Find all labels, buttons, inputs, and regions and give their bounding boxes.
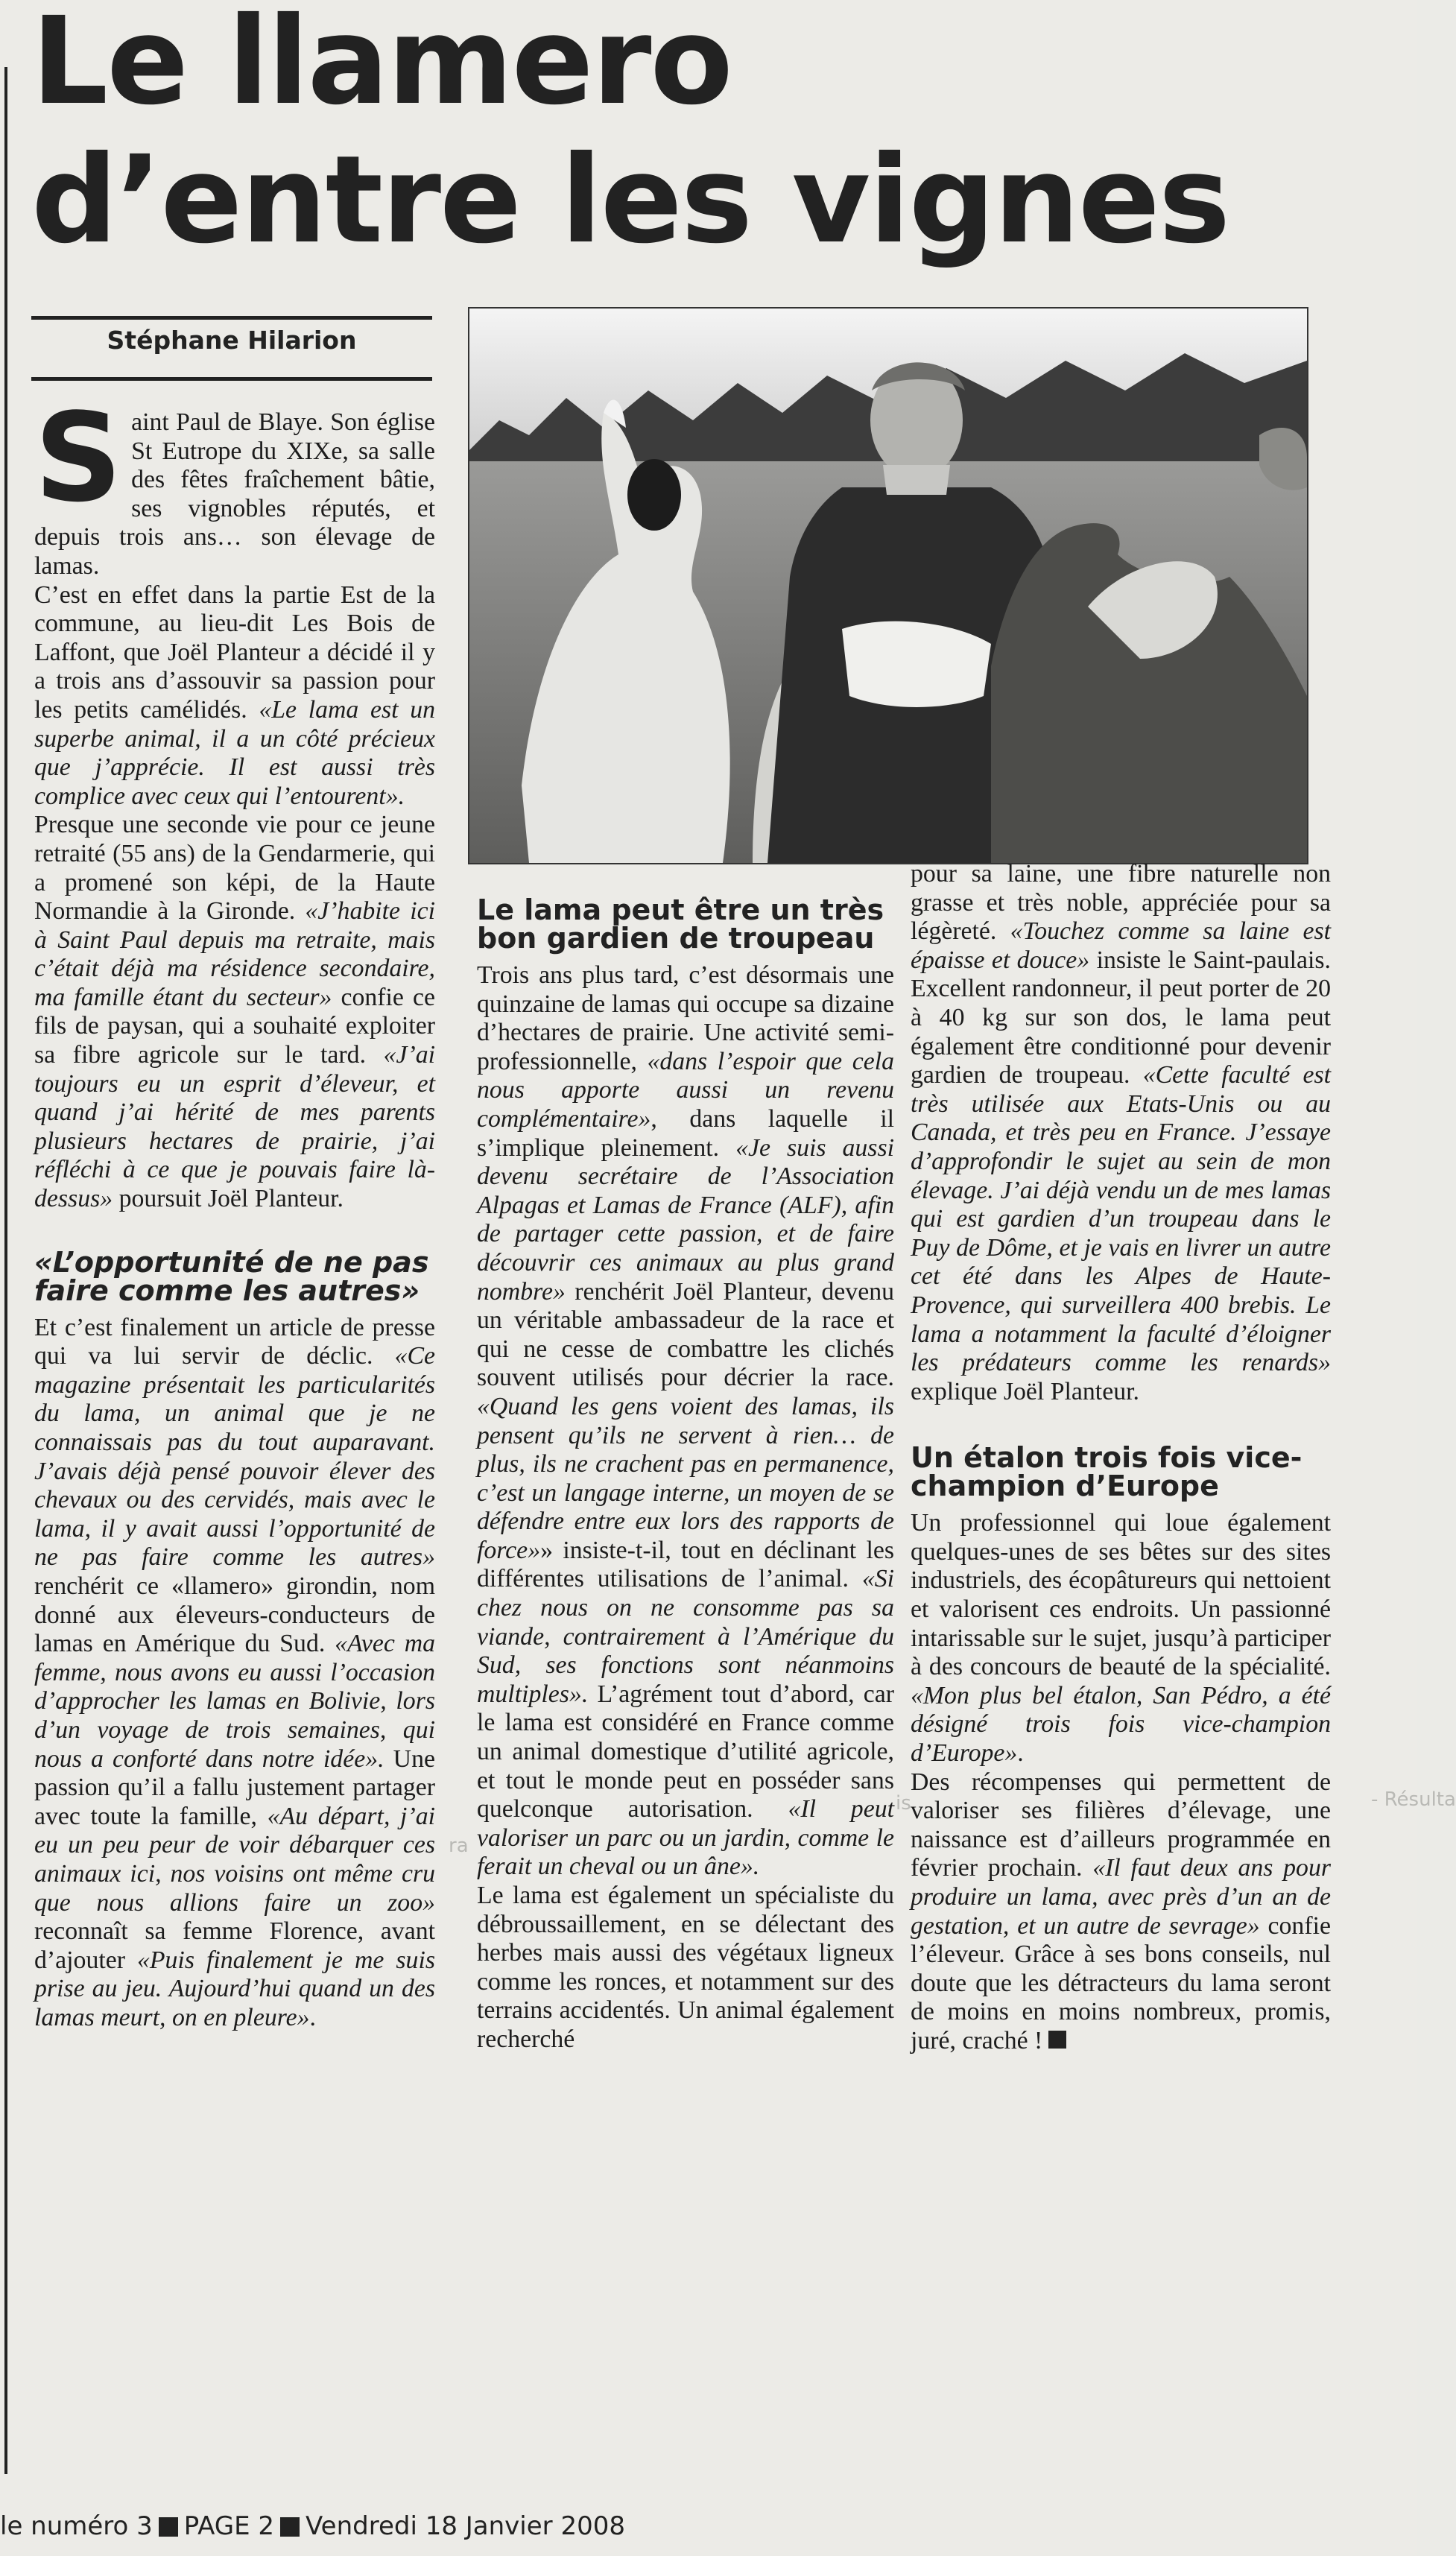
- show-through-text: ra: [449, 1835, 469, 1857]
- article-photo: [468, 307, 1308, 864]
- footer-date: Vendredi 18 Janvier 2008: [306, 2511, 625, 2541]
- subheading-etalon: Un étalon trois fois vice-champion d’Europe: [911, 1441, 1303, 1503]
- footer-page: PAGE 2: [183, 2511, 275, 2541]
- byline-rule-bottom: [31, 377, 432, 381]
- paragraph: pour sa laine, une fibre naturelle non grasse et très noble, appréciée pour sa légèreté. «Touchez comme sa laine est épaisse et douce» insiste le Saint-paulais. Excellent randonneur, il peut porter de 20 à 40 kg sur son dos, le lama peut également être conditionné pour devenir gardien de troupeau. «Cette faculté est très utilisée aux Etats-Unis ou au Canada, et très peu en France. J’essaye d’approfondir le sujet au sein de mon élevage. J’ai déjà vendu un de mes lamas qui est gardien d’un troupeau dans le Puy de Dôme, et je vais en livrer un autre cet été dans les Alpes de Haute-Provence, qui surveillera 400 brebis. Le lama a notamment la faculté d’éloigner les prédateurs comme les renards» explique Joël Planteur.: [911, 860, 1331, 1405]
- paragraph: C’est en effet dans la partie Est de la commune, au lieu-dit Les Bois de Laffont, que Joël Planteur a décidé il y a trois ans d’assouvir sa passion pour les petits camélidés. «Le lama est un superbe animal, il a un côté précieux que j’apprécie. Il est aussi très complice avec ceux qui l’entourent».: [34, 581, 436, 810]
- headline-line-1: Le llamero: [31, 0, 732, 132]
- article-column-2: [477, 893, 894, 2054]
- photo-illustration: [469, 309, 1307, 863]
- subheading-gardien: Le lama peut être un très bon gardien de troupeau: [477, 893, 884, 955]
- page-footer: [0, 2511, 625, 2541]
- paragraph: Un professionnel qui loue également quelques-unes de ses bêtes sur des sites industriels, des écopâtureurs qui nettoient et valorisent ces endroits. Un passionné intarissable sur le sujet, jusqu’à participer à des concours de beauté de la spécialité. «Mon plus bel étalon, San Pédro, a été désigné trois fois vice-champion d’Europe».: [911, 1509, 1331, 1768]
- paragraph: Et c’est finalement un article de presse qui va lui servir de déclic. «Ce magazine présentait les particularités du lama, un animal que je ne connaissais pas du tout auparavant. J’avais déjà pensé pouvoir élever des chevaux ou des cervidés, mais avec le lama, il y avait aussi l’opportunité de ne pas faire comme les autres» renchérit ce «llamero» girondin, nom donné aux éleveurs-conducteurs de lamas en Amérique du Sud. «Avec ma femme, nous avons eu aussi l’occasion d’approcher les lamas en Bolivie, lors d’un voyage de trois semaines, qui nous a conforté dans notre idée». Une passion qu’il a fallu justement partager avec toute la famille, «Au départ, j’ai eu un peu peur de voir débarquer ces animaux ici, nos voisins ont même cru que nous allions faire un zoo» reconnaît sa femme Florence, avant d’ajouter «Puis finalement je me suis prise au jeu. Aujourd’hui quand un des lamas meurt, on en pleure».: [34, 1313, 436, 2031]
- subheading-opportunite: «L’opportunité de ne pas faire comme les autres»: [34, 1245, 429, 1307]
- left-column-rule: [4, 67, 7, 2474]
- show-through-text: is: [896, 1792, 911, 1815]
- byline-rule-top: [31, 316, 432, 320]
- square-separator-icon: [159, 2517, 178, 2537]
- show-through-text: - Résulta: [1371, 1788, 1456, 1811]
- paragraph: Le lama est également un spécialiste du débroussaillement, en se délectant des herbes mais aussi des végétaux ligneux comme les ronces, et notamment sur des terrains accidentés. Un animal également recherché: [477, 1882, 894, 2053]
- paragraph: Des récompenses qui permettent de valoriser ses filières d’élevage, une naissance est d’ailleurs programmée en février prochain. «Il faut deux ans pour produire un lama, avec près d’un an de gestation, et un autre de sevrage» confie l’éleveur. Grâce à ses bons conseils, nul doute que les détracteurs du lama seront de moins en moins nombreux, promis, juré, craché !: [911, 1768, 1331, 2054]
- footer-issue: le numéro 3: [0, 2511, 153, 2541]
- intro-paragraph: Saint Paul de Blaye. Son église St Eutrope du XIXe, sa salle des fêtes fraîchement bâtie, ses vignobles réputés, et depuis trois ans… son élevage de lamas.: [34, 387, 435, 580]
- article-column-1: [34, 387, 436, 2032]
- article-column-3: [911, 860, 1331, 2056]
- paragraph: Trois ans plus tard, c’est désormais une quinzaine de lamas qui occupe sa dizaine d’hectares de prairie. Une activité semi-professionnelle, «dans l’espoir que cela nous apporte aussi un revenu complémentaire», dans laquelle il s’implique pleinement. «Je suis aussi devenu secrétaire de l’Association Alpagas et Lamas de France (ALF), afin de partager cette passion, et de faire découvrir ces animaux au plus grand nombre» renchérit Joël Planteur, devenu un véritable ambassadeur de la race et qui ne cesse de combattre les clichés souvent utilisés pour décrier la race. «Quand les gens voient des lamas, ils pensent qu’ils ne servent à rien… de plus, ils ne crachent pas en permanence, c’est un langage interne, un moyen de se défendre entre eux lors des rapports de force»» insiste-t-il, tout en déclinant les différentes utilisations de l’animal. «Si chez nous on ne consomme pas sa viande, contrairement à l’Amérique du Sud, ses fonctions sont néanmoins multiples». L’agrément tout d’abord, car le lama est considéré en France comme un animal domestique d’utilité agricole, et tout le monde peut en posséder sans quelconque autorisation. «Il peut valoriser un parc ou un jardin, comme le ferait un cheval ou un âne».: [477, 961, 894, 1881]
- headline-line-2: d’entre les vignes: [31, 130, 1229, 271]
- drop-cap: S: [34, 387, 123, 529]
- square-separator-icon: [280, 2517, 300, 2537]
- end-of-article-square-icon: [1048, 2031, 1066, 2049]
- paragraph: Presque une seconde vie pour ce jeune retraité (55 ans) de la Gendarmerie, qui a promené son képi, de la Haute Normandie à la Gironde. «J’habite ici à Saint Paul depuis ma retraite, mais c’était déjà ma résidence secondaire, ma famille étant du secteur» confie ce fils de paysan, qui a souhaité exploiter sa fibre agricole sur le tard. «J’ai toujours eu un esprit d’éleveur, et quand j’ai hérité de mes parents plusieurs hectares de prairie, j’ai réfléchi à ce que je pouvais faire là-dessus» poursuit Joël Planteur.: [34, 811, 436, 1213]
- byline: Stéphane Hilarion: [107, 326, 357, 355]
